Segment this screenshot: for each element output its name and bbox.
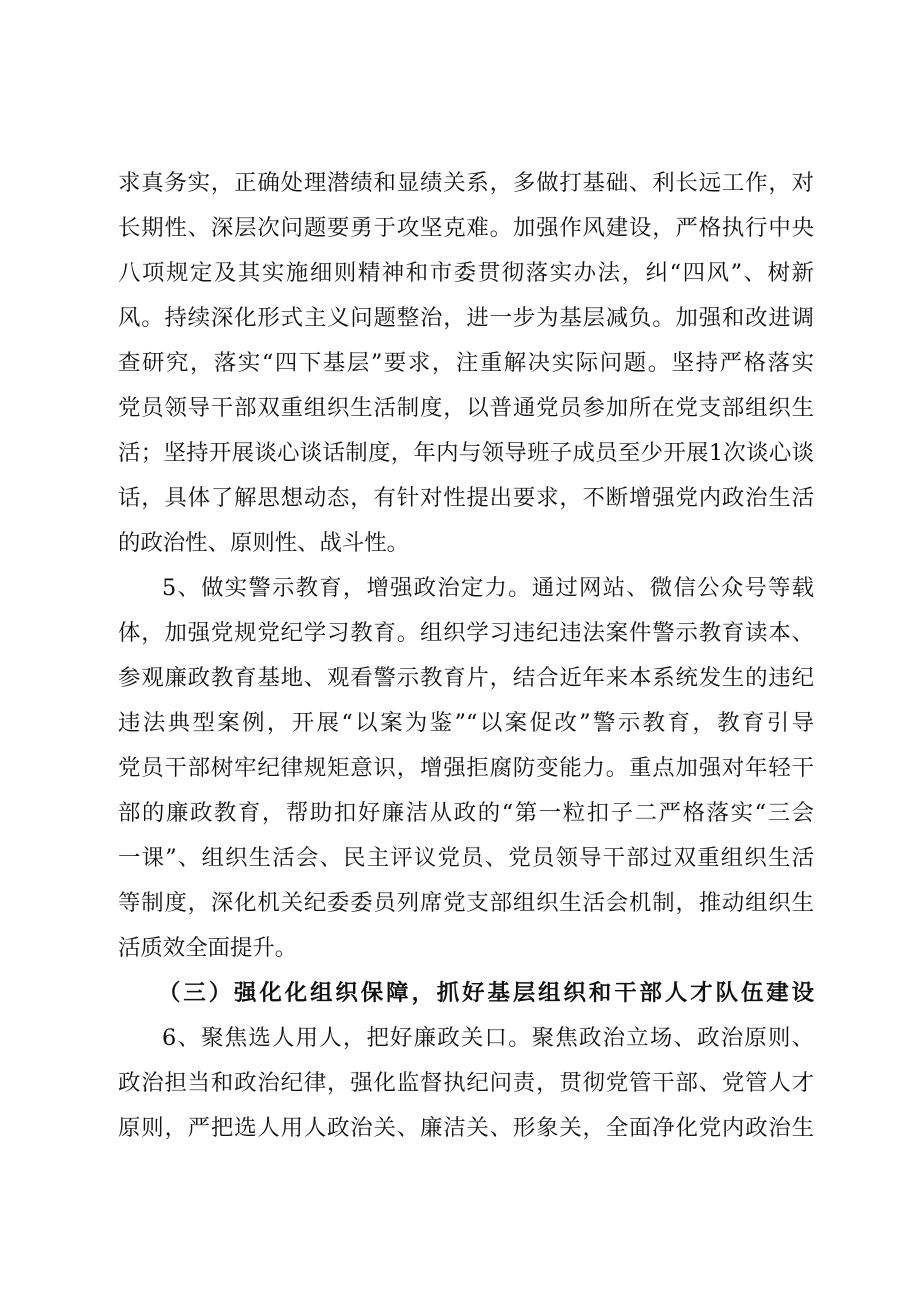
paragraph-line: 党员领导干部双重组织生活制度，以普通党员参加所在党支部组织生 — [118, 395, 814, 421]
paragraph-line: 党员干部树牢纪律规矩意识，增强拒腐防变能力。重点加强对年轻干 — [118, 755, 814, 781]
paragraph-line: 一课”、组织生活会、民主评议党员、党员领导干部过双重组织生活 — [118, 845, 814, 871]
paragraph-line: 违法典型案例，开展“以案为鉴”“以案促改”警示教育，教育引导 — [118, 710, 814, 736]
paragraph-line: 风。持续深化形式主义问题整治，进一步为基层减负。加强和改进调 — [118, 305, 814, 331]
paragraph-line: 查研究，落实“四下基层”要求，注重解决实际问题。坚持严格落实 — [118, 350, 814, 376]
paragraph-line: 5、做实警示教育，增强政治定力。通过网站、微信公众号等载 — [162, 575, 814, 601]
paragraph-line: 活；坚持开展谈心谈话制度，年内与领导班子成员至少开展1次谈心谈 — [118, 440, 814, 466]
paragraph-line: 求真务实，正确处理潜绩和显绩关系，多做打基础、利长远工作，对 — [118, 170, 814, 196]
paragraph-line: 活质效全面提升。 — [118, 935, 298, 961]
paragraph-line: 部的廉政教育，帮助扣好廉洁从政的“第一粒扣子二严格落实“三会 — [118, 800, 814, 826]
paragraph-line: 政治担当和政治纪律，强化监督执纪问责，贯彻党管干部、党管人才 — [118, 1070, 814, 1096]
paragraph-line: 原则，严把选人用人政治关、廉洁关、形象关，全面净化党内政治生 — [118, 1115, 814, 1141]
paragraph-line: 6、聚焦选人用人，把好廉政关口。聚焦政治立场、政治原则、 — [162, 1025, 814, 1051]
paragraph-line: 等制度，深化机关纪委委员列席党支部组织生活会机制，推动组织生 — [118, 890, 814, 916]
paragraph-line: 参观廉政教育基地、观看警示教育片，结合近年来本系统发生的违纪 — [118, 665, 814, 691]
paragraph-line: 体，加强党规党纪学习教育。组织学习违纪违法案件警示教育读本、 — [118, 620, 814, 646]
paragraph-line: 话，具体了解思想动态，有针对性提出要求，不断增强党内政治生活 — [118, 485, 814, 511]
paragraph-line: 八项规定及其实施细则精神和市委贯彻落实办法，纠“四风”、树新 — [118, 260, 814, 286]
section-heading: （三）强化化组织保障，抓好基层组织和干部人才队伍建设 — [158, 980, 814, 1006]
paragraph-line: 的政治性、原则性、战斗性。 — [118, 530, 410, 556]
paragraph-line: 长期性、深层次问题要勇于攻坚克难。加强作风建设，严格执行中央 — [118, 215, 814, 241]
